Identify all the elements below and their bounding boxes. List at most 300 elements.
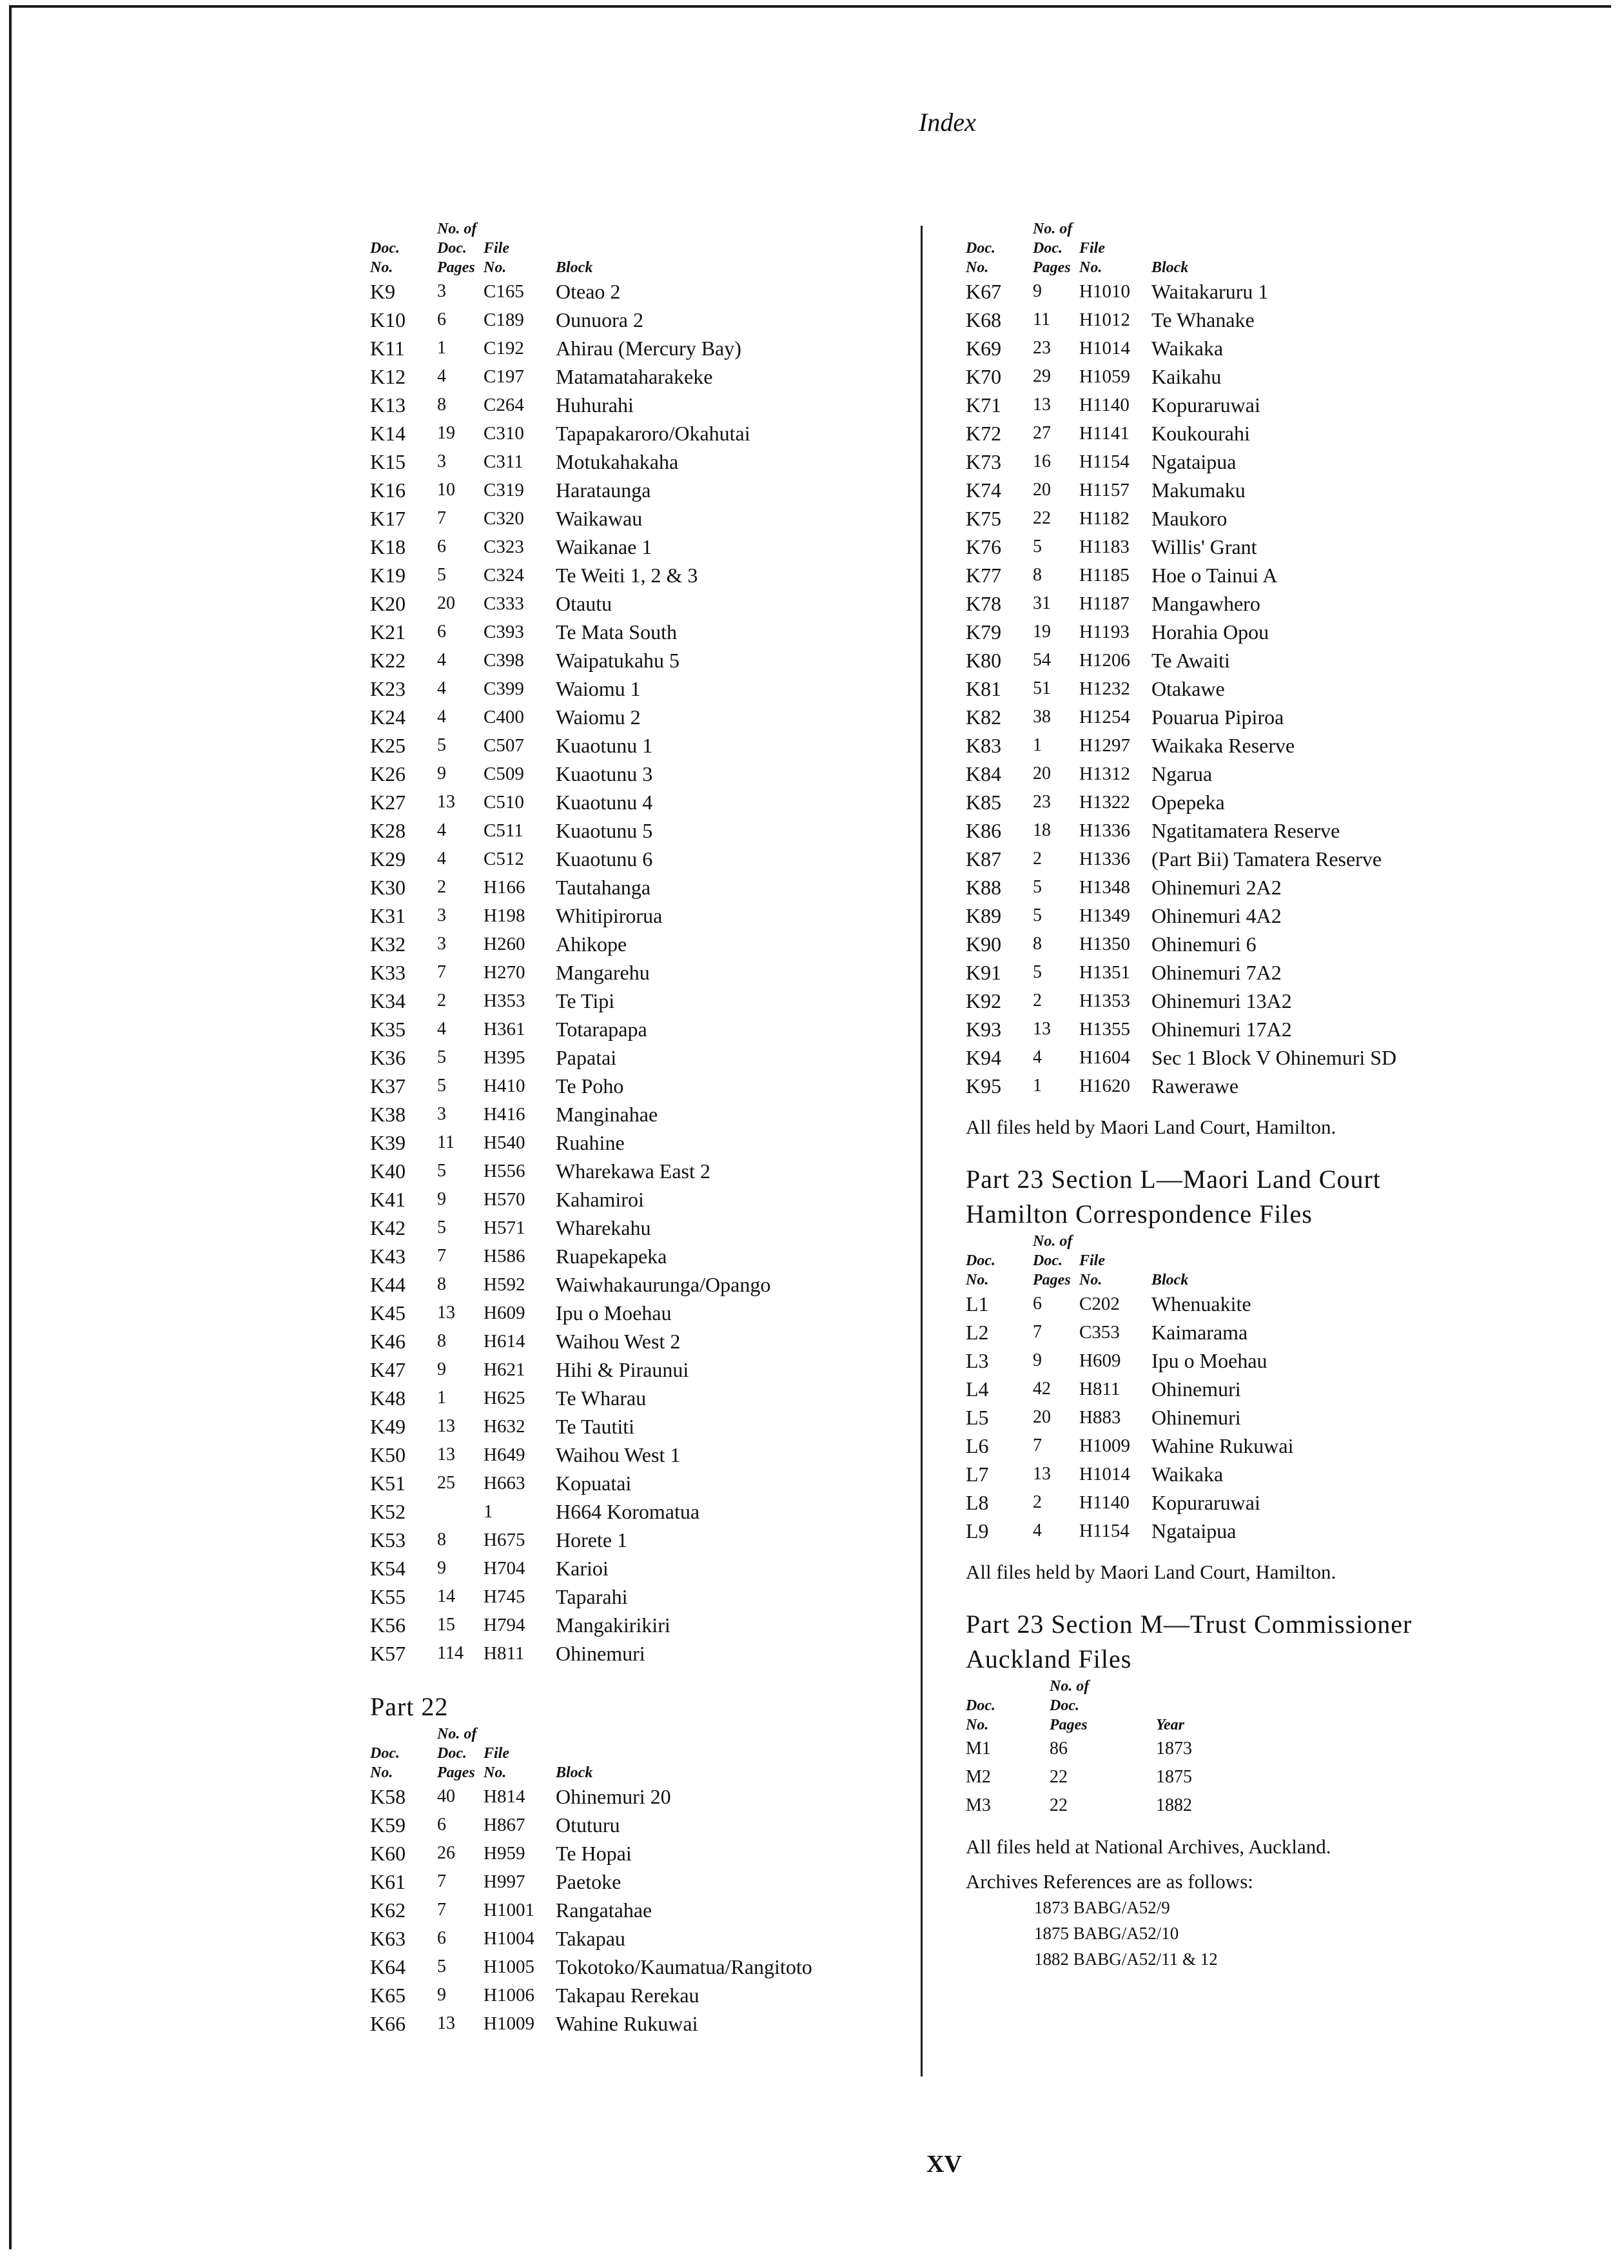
file-no-header: File No. [1079,1252,1105,1288]
pages-cell: 86 [1050,1739,1068,1759]
block-cell: Whitipirorua [556,904,663,927]
doc-no-cell: K25 [370,734,406,757]
doc-no-cell: K83 [966,734,1002,757]
file-no-cell: H1254 [1079,707,1130,727]
pages-cell: 9 [437,1558,446,1578]
file-no-cell: C353 [1079,1322,1120,1343]
pages-cell: 7 [437,1871,446,1891]
table-row [370,902,770,930]
block-cell: Kuaotunu 5 [556,819,653,842]
file-no-cell: H1187 [1079,593,1130,614]
part-22-title: Part 22 [370,1692,449,1721]
block-cell: Manginahae [556,1103,658,1126]
block-cell: Huhurahi [556,393,634,417]
block-cell: Kopuraruwai [1151,393,1260,417]
pages-cell: 2 [1033,849,1042,869]
doc-no-header: Doc. No. [966,1252,995,1288]
block-cell: Oteao 2 [556,280,621,303]
block-cell: Ngataipua [1151,1519,1237,1543]
table-row [966,902,1396,930]
pages-cell: 38 [1033,707,1051,727]
block-cell: Waihou West 2 [556,1330,681,1353]
file-no-cell: H570 [484,1189,525,1210]
file-no-cell: H745 [484,1586,525,1607]
table-header-row [370,219,770,277]
doc-no-cell: K59 [370,1813,406,1837]
pages-header: No. of Doc. Pages [437,1726,477,1781]
table-row [370,533,770,561]
pages-cell: 8 [437,1274,446,1294]
doc-no-cell: K61 [370,1870,406,1893]
block-cell: Ohinemuri 7A2 [1151,961,1282,984]
block-cell: Te Mata South [556,620,677,644]
block-cell: Ngarua [1151,762,1213,785]
pages-cell: 1 [437,1388,446,1408]
table-row [370,476,770,504]
block-cell: Tautahanga [556,876,651,899]
doc-no-cell: K49 [370,1415,406,1438]
table-row [966,561,1396,589]
block-cell: Wahine Rukuwai [556,2012,698,2035]
doc-no-cell: K64 [370,1955,406,1978]
file-no-cell: H1297 [1079,735,1130,756]
doc-no-cell: K75 [966,507,1002,530]
pages-cell: 7 [437,1900,446,1920]
file-no-cell: H811 [484,1643,525,1664]
file-no-cell: C319 [484,480,524,500]
block-cell: Waikanae 1 [556,535,652,558]
archives-ref-line: 1873 BABG/A52/9 [1034,1898,1170,1917]
file-no-header: File No. [484,1745,509,1781]
block-cell: Waitakaruru 1 [1151,280,1269,303]
file-no-cell: H1604 [1079,1047,1130,1068]
file-no-header: File No. [484,240,509,276]
block-cell: Karioi [556,1557,609,1580]
doc-no-cell: L2 [966,1321,989,1344]
doc-no-header: Doc. No. [370,1745,400,1781]
pages-cell: 20 [437,593,455,613]
table-row [370,589,770,618]
section-k-note: All files held by Maori Land Court, Hamilton. [966,1116,1336,1138]
pages-cell: 6 [437,537,446,557]
pages-cell: 4 [437,849,446,869]
doc-no-cell: L9 [966,1519,989,1543]
table-row [370,1412,770,1441]
doc-no-cell: K48 [370,1386,406,1410]
doc-no-cell: K16 [370,478,406,502]
doc-no-cell: K31 [370,904,406,927]
file-no-cell: H609 [484,1303,525,1323]
table-row [966,448,1396,476]
pages-cell: 42 [1033,1379,1051,1399]
table-row [370,1953,812,1981]
doc-no-cell: L6 [966,1434,989,1457]
pages-cell: 9 [437,1189,446,1209]
pages-cell: 3 [437,905,446,925]
file-no-cell: H410 [484,1076,525,1096]
table-row [966,1460,1293,1488]
block-cell: Sec 1 Block V Ohinemuri SD [1151,1046,1397,1069]
block-cell: Wharekahu [556,1216,651,1239]
pages-header: No. of Doc. Pages [1033,221,1073,276]
table-row [966,845,1396,873]
pages-cell: 5 [437,735,446,755]
pages-cell: 20 [1033,480,1051,500]
table-row [370,504,770,533]
file-no-cell: H814 [484,1786,525,1807]
part-22-table [370,1724,812,2038]
pages-cell: 13 [437,1303,455,1323]
doc-no-cell: K81 [966,677,1002,700]
block-cell: Ahikope [556,932,627,956]
doc-no-cell: K19 [370,564,406,587]
block-cell: Tapapakaroro/Okahutai [556,422,750,445]
section-l-table [966,1232,1293,1545]
doc-no-cell: K67 [966,280,1002,303]
table-row [370,1924,812,1953]
year-header: Year [1156,1717,1184,1733]
doc-no-cell: K73 [966,450,1002,473]
table-row [966,646,1396,675]
table-row [370,2009,812,2038]
block-cell: Waikawau [556,507,643,530]
file-no-cell: C398 [484,650,524,671]
table-row [370,1896,812,1924]
doc-no-cell: K44 [370,1273,406,1296]
file-no-cell: H1140 [1079,395,1130,415]
doc-no-cell: K56 [370,1613,406,1637]
section-k-table-right [966,219,1396,1100]
table-row [370,1981,812,2009]
block-cell: Takapau [556,1927,625,1950]
doc-no-cell: K42 [370,1216,406,1239]
file-no-cell: C192 [484,338,524,359]
file-no-cell: 1 [484,1501,493,1522]
pages-cell: 16 [1033,451,1051,471]
pages-cell: 8 [1033,565,1042,585]
table-row [966,1290,1293,1318]
block-cell: Willis' Grant [1151,535,1257,558]
file-no-cell: H1349 [1079,905,1130,926]
block-cell: Horete 1 [556,1528,628,1552]
section-k-right-rows [966,277,1396,1100]
table-row [370,391,770,419]
file-no-cell: H1312 [1079,764,1130,784]
table-row [966,1346,1293,1375]
table-row [966,873,1396,902]
block-cell: Mangarehu [556,961,650,984]
file-no-cell: H959 [484,1843,525,1864]
block-cell: Rangatahae [556,1898,652,1922]
doc-no-cell: K72 [966,422,1002,445]
block-cell: Harataunga [556,478,651,502]
block-cell: Ruahine [556,1131,625,1154]
file-no-cell: H198 [484,905,525,926]
file-no-cell: H883 [1079,1407,1121,1428]
file-no-cell: C323 [484,537,524,557]
block-cell: Otakawe [1151,677,1225,700]
table-row [370,1327,770,1356]
table-row [370,731,770,760]
pages-cell: 5 [1033,962,1042,982]
doc-no-cell: K60 [370,1842,406,1865]
table-row [966,1403,1293,1432]
doc-no-cell: K35 [370,1018,406,1041]
file-no-header: File No. [1079,240,1105,276]
block-cell: Mangawhero [1151,592,1260,615]
archives-refs-list [966,1895,1585,1972]
pages-cell: 6 [437,622,446,642]
pages-cell: 5 [437,565,446,585]
doc-no-cell: K52 [370,1500,406,1523]
table-row [966,1072,1396,1100]
table-row [370,618,770,646]
table-row [370,987,770,1015]
doc-no-cell: K78 [966,592,1002,615]
top-rule [9,5,1611,8]
pages-cell: 9 [437,764,446,784]
table-row [370,1639,770,1668]
block-cell: Ohinemuri 17A2 [1151,1018,1292,1041]
file-no-cell: H1353 [1079,991,1130,1011]
pages-cell: 4 [437,366,446,386]
doc-no-cell: K32 [370,932,406,956]
file-no-cell: H794 [484,1615,525,1635]
block-cell: Waiomu 1 [556,677,641,700]
doc-no-header: Doc. No. [370,240,400,276]
file-no-cell: H592 [484,1274,525,1295]
table-row [370,760,770,788]
doc-no-cell: L1 [966,1292,989,1316]
file-no-cell: H1059 [1079,366,1130,387]
section-k-left-rows [370,277,770,1668]
block-cell: Ahirau (Mercury Bay) [556,337,741,360]
pages-cell: 23 [1033,338,1051,358]
file-no-cell: H1620 [1079,1076,1130,1096]
pages-cell: 5 [437,1161,446,1181]
table-row [966,1488,1293,1517]
table-row [966,816,1396,845]
block-header: Block [556,259,593,276]
part-22-rows [370,1782,812,2038]
pages-cell: 25 [437,1473,455,1493]
doc-no-cell: K47 [370,1358,406,1381]
table-row [370,1072,770,1100]
file-no-cell: H1154 [1079,451,1130,472]
doc-no-cell: K69 [966,337,1002,360]
block-cell: Makumaku [1151,478,1246,502]
pages-cell: 7 [437,1246,446,1266]
file-no-cell: C400 [484,707,524,727]
table-row [370,1299,770,1327]
doc-no-cell: K34 [370,989,406,1012]
block-cell: Paetoke [556,1870,621,1893]
table-row [370,1839,812,1868]
section-l-title-line2: Hamilton Correspondence Files [966,1199,1313,1228]
year-cell: 1875 [1156,1767,1192,1787]
section-k-table-left [370,219,770,1668]
pages-cell: 27 [1033,423,1051,443]
pages-cell: 8 [437,1331,446,1351]
doc-no-cell: K70 [966,365,1002,388]
block-cell: Waiomu 2 [556,705,641,729]
table-row [370,1270,770,1299]
doc-no-cell: K39 [370,1131,406,1154]
block-cell: Ipu o Moehau [1151,1349,1267,1372]
file-no-cell: H663 [484,1473,525,1494]
block-cell: Wharekawa East 2 [556,1159,710,1183]
doc-no-cell: K93 [966,1018,1002,1041]
doc-no-cell: K29 [370,847,406,871]
file-no-cell: H1157 [1079,480,1130,500]
block-cell: Waiwhakaurunga/Opango [556,1273,771,1296]
file-no-cell: H625 [484,1388,525,1408]
table-row [370,1526,770,1554]
pages-cell: 6 [437,1928,446,1948]
doc-no-cell: K87 [966,847,1002,871]
section-m-title [966,1607,1585,1677]
table-row [966,533,1396,561]
pages-cell: 5 [437,1957,446,1977]
table-header-row [370,1724,812,1782]
file-no-cell: H1185 [1079,565,1130,586]
table-row [966,1375,1293,1403]
block-cell: Maukoro [1151,507,1228,530]
pages-cell: 8 [437,1530,446,1550]
block-cell: Ohinemuri [1151,1377,1241,1401]
file-no-cell: H586 [484,1246,525,1267]
block-cell: Ohinemuri [556,1642,645,1665]
table-row [370,448,770,476]
table-row [370,1441,770,1469]
block-cell: Totarapapa [556,1018,647,1041]
block-cell: Kuaotunu 4 [556,791,653,814]
pages-cell: 19 [1033,622,1051,642]
doc-no-cell: K50 [370,1443,406,1466]
doc-no-cell: K54 [370,1557,406,1580]
block-cell: Te Weiti 1, 2 & 3 [556,564,698,587]
pages-cell: 6 [437,310,446,330]
table-header-row [966,219,1396,277]
doc-no-cell: L7 [966,1463,989,1486]
doc-no-cell: K11 [370,337,405,360]
file-no-cell: H621 [484,1359,525,1380]
year-cell: 1882 [1156,1795,1192,1815]
table-row [966,731,1396,760]
table-row [966,788,1396,816]
doc-no-cell: M3 [966,1795,991,1815]
file-no-cell: C509 [484,764,524,784]
table-row [370,1583,770,1611]
table-row [370,1015,770,1043]
doc-no-cell: K37 [370,1074,406,1098]
block-cell: Ngataipua [1151,450,1237,473]
file-no-cell: H1004 [484,1928,534,1949]
block-cell: Kaimarama [1151,1321,1248,1344]
doc-no-cell: K57 [370,1642,406,1665]
block-cell: Otautu [556,592,612,615]
table-row [370,1214,770,1242]
table-row [370,277,770,306]
block-cell: Ohinemuri [1151,1406,1241,1429]
doc-no-cell: K22 [370,649,406,672]
doc-no-cell: K91 [966,961,1002,984]
table-row [370,1782,812,1811]
pages-cell: 3 [437,934,446,954]
pages-cell: 6 [437,1815,446,1835]
file-no-cell: H260 [484,934,525,954]
doc-no-cell: K26 [370,762,406,785]
section-l-rows [966,1290,1293,1545]
block-cell: Ngatitamatera Reserve [1151,819,1340,842]
pages-cell: 26 [437,1843,455,1863]
section-m-title-line1: Part 23 Section M—Trust Commissioner [966,1610,1413,1639]
pages-cell: 9 [437,1359,446,1379]
block-cell: Hihi & Piraunui [556,1358,689,1381]
block-cell: (Part Bii) Tamatera Reserve [1151,847,1382,871]
pages-cell: 5 [1033,537,1042,557]
archives-ref-line: 1882 BABG/A52/11 & 12 [1034,1949,1218,1969]
pages-cell: 13 [437,2013,455,2033]
table-row [370,1043,770,1072]
file-no-cell: H1355 [1079,1019,1130,1040]
pages-cell: 2 [1033,1492,1042,1512]
doc-no-cell: K30 [370,876,406,899]
file-no-cell: H353 [484,991,525,1011]
file-no-cell: H1014 [1079,1464,1130,1484]
table-row [966,1318,1293,1346]
table-row [966,1517,1293,1545]
pages-cell: 14 [437,1586,455,1606]
pages-cell: 23 [1033,792,1051,812]
block-cell: Motukahakaha [556,450,679,473]
file-no-cell: H1009 [1079,1435,1130,1456]
file-no-cell: H1336 [1079,820,1130,841]
pages-cell: 7 [1033,1322,1042,1342]
block-cell: Kahamiroi [556,1188,644,1211]
block-cell: Kopuatai [556,1472,632,1495]
block-cell: Ohinemuri 20 [556,1785,671,1808]
table-row [966,1043,1396,1072]
pages-cell: 13 [1033,1019,1051,1039]
pages-cell: 22 [1050,1795,1068,1815]
table-row [966,987,1396,1015]
pages-header: No. of Doc. Pages [437,221,477,276]
section-m-rows [966,1735,1192,1820]
pages-cell: 1 [1033,735,1042,755]
block-cell: Hoe o Tainui A [1151,564,1278,587]
pages-cell: 4 [437,1019,446,1039]
doc-no-cell: L4 [966,1377,989,1401]
file-no-cell: H704 [484,1558,525,1579]
file-no-cell: H1322 [1079,792,1130,813]
file-no-cell: H1006 [484,1985,534,2006]
pages-cell: 15 [437,1615,455,1635]
block-cell: Te Tipi [556,989,615,1012]
file-no-cell: C311 [484,451,523,472]
pages-cell: 114 [437,1643,464,1663]
block-cell: Pouarua Pipiroa [1151,705,1284,729]
table-row [966,760,1396,788]
pages-cell: 4 [437,820,446,840]
table-row [370,646,770,675]
table-row [966,277,1396,306]
block-header: Block [1151,259,1189,276]
doc-no-cell: K23 [370,677,406,700]
pages-cell: 13 [437,1445,455,1464]
pages-header: No. of Doc. Pages [1050,1678,1090,1733]
block-cell: Kuaotunu 6 [556,847,653,871]
